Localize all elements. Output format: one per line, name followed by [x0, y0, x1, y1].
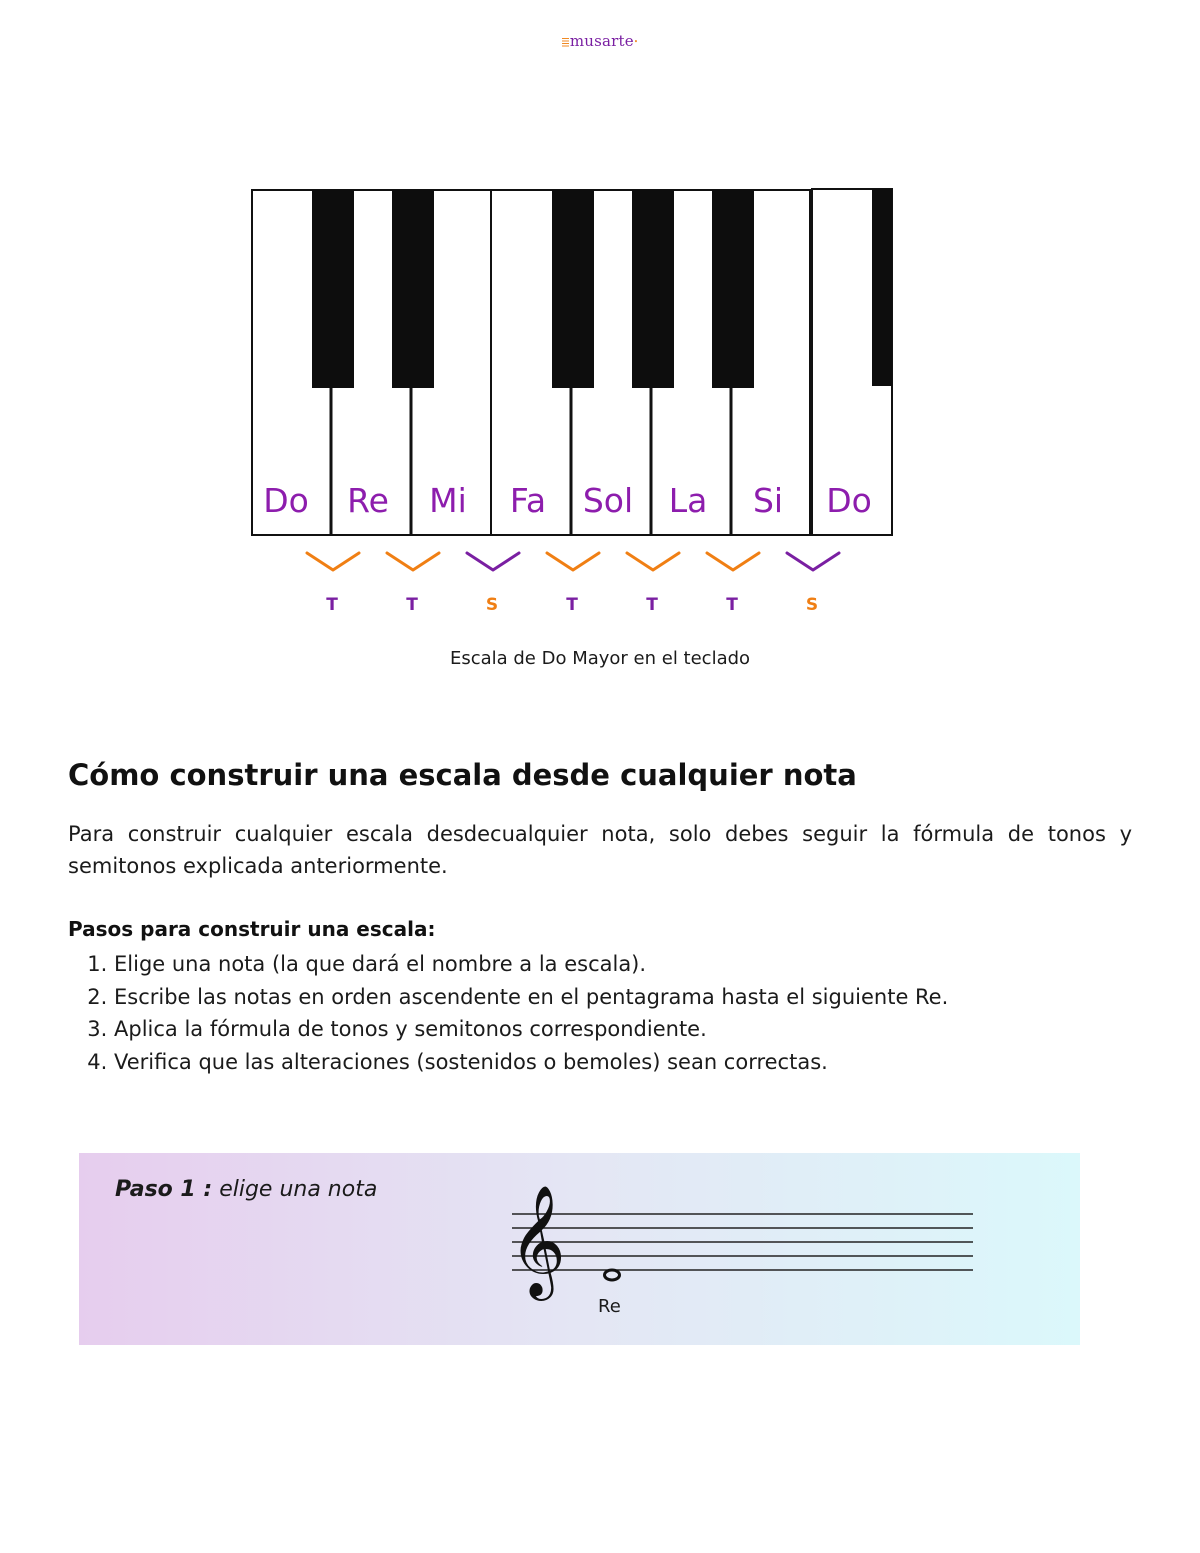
logo-dot-icon: • — [633, 38, 639, 46]
black-key — [872, 189, 892, 386]
step-item: 4. Verifica que las alteraciones (sostenidos o bemoles) sean correctas. — [114, 1046, 948, 1079]
interval-chevron-icon — [547, 553, 599, 570]
step-box — [79, 1153, 1080, 1345]
keyboard-caption: Escala de Do Mayor en el teclado — [449, 648, 751, 669]
interval-label: T — [726, 595, 738, 615]
treble-clef-icon: 𝄞 — [509, 1184, 566, 1296]
key-label: La — [668, 481, 708, 520]
step-item: 2. Escribe las notas en orden ascendente en el pentagrama hasta el siguiente Re. — [114, 981, 948, 1014]
piano-keyboard-diagram — [0, 0, 1200, 640]
interval-chevron-icon — [307, 553, 359, 570]
step-box-label-rest: elige una nota — [212, 1177, 378, 1202]
black-key — [712, 190, 754, 388]
key-label: Sol — [582, 481, 634, 520]
step-box-label-bold: Paso 1 : — [115, 1177, 213, 1202]
interval-label: T — [646, 595, 658, 615]
section-title: Cómo construir una escala desde cualquier nota — [68, 758, 857, 792]
steps-list — [68, 948, 948, 1078]
interval-chevron-icon — [387, 553, 439, 570]
interval-label: T — [326, 595, 338, 615]
black-key — [632, 190, 674, 388]
key-label: Do — [826, 481, 872, 520]
section-intro: Para construir cualquier escala desdecualquier nota, solo debes seguir la fórmula de tonos y semitonos explicada anteriormente. — [68, 822, 1132, 878]
key-label: Mi — [429, 481, 467, 520]
interval-chevron-icon — [467, 553, 519, 570]
key-label: Fa — [509, 481, 547, 520]
step-item: 3. Aplica la fórmula de tonos y semitonos correspondiente. — [114, 1013, 948, 1046]
interval-chevron-icon — [707, 553, 759, 570]
step-box-label — [115, 1177, 377, 1202]
steps-title: Pasos para construir una escala: — [68, 917, 436, 941]
note-name-re: Re — [598, 1296, 621, 1317]
logo-text: musarte — [569, 32, 634, 50]
key-label: Re — [347, 481, 389, 520]
key-label: Do — [263, 481, 309, 520]
interval-chevron-icon — [787, 553, 839, 570]
black-key — [392, 190, 434, 388]
key-label: Si — [752, 481, 784, 520]
step-item: 1. Elige una nota (la que dará el nombre a la escala). — [114, 948, 948, 981]
interval-label: T — [566, 595, 578, 615]
interval-label: T — [406, 595, 418, 615]
black-key — [312, 190, 354, 388]
interval-label: S — [485, 595, 499, 615]
interval-label: S — [805, 595, 819, 615]
black-key — [552, 190, 594, 388]
interval-chevron-icon — [627, 553, 679, 570]
